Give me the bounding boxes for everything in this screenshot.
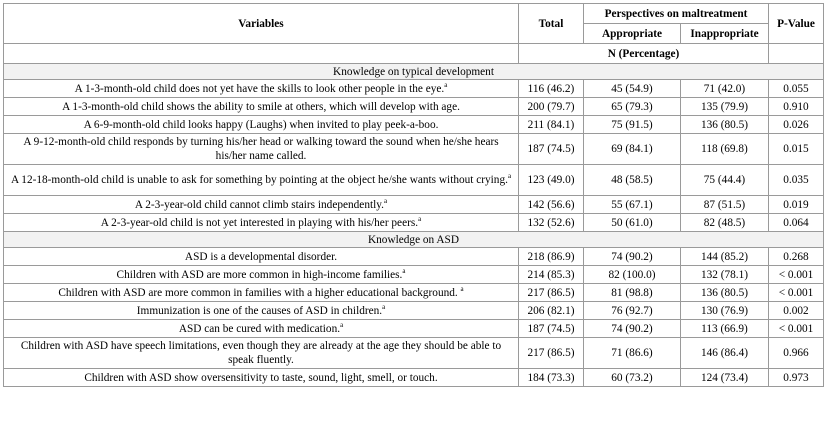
inappropriate-cell: 82 (48.5) xyxy=(681,214,769,232)
variable-cell xyxy=(4,134,519,165)
table-row xyxy=(4,134,824,165)
section-title: Knowledge on ASD xyxy=(4,232,824,248)
inappropriate-cell: 146 (86.4) xyxy=(681,338,769,369)
footnote-marker: a xyxy=(507,172,512,181)
total-cell: 218 (86.9) xyxy=(519,248,584,266)
inappropriate-cell: 87 (51.5) xyxy=(681,196,769,214)
total-cell: 200 (79.7) xyxy=(519,98,584,116)
pvalue-cell: 0.026 xyxy=(769,116,824,134)
variable-cell xyxy=(4,165,519,196)
table-row xyxy=(4,320,824,338)
variable-text: ASD can be cured with medication. xyxy=(178,322,341,335)
table-row xyxy=(4,165,824,196)
pvalue-header: P-Value xyxy=(769,4,824,44)
variable-text: A 1-3-month-old child shows the ability to smile at others, which will develop with age. xyxy=(62,100,460,113)
pvalue-cell: 0.064 xyxy=(769,214,824,232)
variable-cell xyxy=(4,284,519,302)
table-row xyxy=(4,302,824,320)
variable-text: A 9-12-month-old child responds by turning his/her head or walking toward the sound when he/she hears his/her name called. xyxy=(23,136,499,162)
total-cell: 211 (84.1) xyxy=(519,116,584,134)
inappropriate-cell: 124 (73.4) xyxy=(681,369,769,387)
inappropriate-cell: 135 (79.9) xyxy=(681,98,769,116)
pvalue-cell: 0.966 xyxy=(769,338,824,369)
table-row xyxy=(4,214,824,232)
inappropriate-cell: 113 (66.9) xyxy=(681,320,769,338)
variable-cell xyxy=(4,214,519,232)
inappropriate-header: Inappropriate xyxy=(681,24,769,44)
variables-header-spacer xyxy=(4,44,519,64)
variable-cell xyxy=(4,338,519,369)
total-cell: 214 (85.3) xyxy=(519,266,584,284)
total-cell: 142 (56.6) xyxy=(519,196,584,214)
variable-text: A 2-3-year-old child is not yet interested in playing with his/her peers. xyxy=(100,216,419,229)
total-cell: 184 (73.3) xyxy=(519,369,584,387)
variable-cell xyxy=(4,320,519,338)
results-table xyxy=(3,3,824,387)
variable-cell xyxy=(4,80,519,98)
footnote-marker: a xyxy=(382,302,386,311)
inappropriate-cell: 144 (85.2) xyxy=(681,248,769,266)
variable-text: Children with ASD are more common in families with a higher educational background. xyxy=(58,286,461,299)
inappropriate-cell: 130 (76.9) xyxy=(681,302,769,320)
appropriate-cell: 45 (54.9) xyxy=(584,80,681,98)
variable-cell xyxy=(4,196,519,214)
table-row xyxy=(4,116,824,134)
pvalue-cell: 0.055 xyxy=(769,80,824,98)
pvalue-header-spacer xyxy=(769,44,824,64)
total-cell: 187 (74.5) xyxy=(519,320,584,338)
appropriate-cell: 82 (100.0) xyxy=(584,266,681,284)
total-cell: 217 (86.5) xyxy=(519,338,584,369)
table-body xyxy=(4,64,824,387)
appropriate-cell: 48 (58.5) xyxy=(584,165,681,196)
footnote-marker: a xyxy=(402,266,406,275)
table-row xyxy=(4,369,824,387)
table-row xyxy=(4,266,824,284)
total-cell: 187 (74.5) xyxy=(519,134,584,165)
appropriate-cell: 71 (86.6) xyxy=(584,338,681,369)
footnote-marker: a xyxy=(444,80,448,89)
table-row xyxy=(4,98,824,116)
total-header: Total xyxy=(519,4,584,44)
inappropriate-cell: 132 (78.1) xyxy=(681,266,769,284)
total-cell: 217 (86.5) xyxy=(519,284,584,302)
variable-cell xyxy=(4,98,519,116)
total-cell: 116 (46.2) xyxy=(519,80,584,98)
inappropriate-cell: 75 (44.4) xyxy=(681,165,769,196)
pvalue-cell: < 0.001 xyxy=(769,284,824,302)
variable-cell xyxy=(4,369,519,387)
inappropriate-cell: 118 (69.8) xyxy=(681,134,769,165)
inappropriate-cell: 71 (42.0) xyxy=(681,80,769,98)
table-row xyxy=(4,338,824,369)
footnote-marker: a xyxy=(383,196,388,205)
total-cell: 123 (49.0) xyxy=(519,165,584,196)
pvalue-cell: 0.015 xyxy=(769,134,824,165)
appropriate-cell: 55 (67.1) xyxy=(584,196,681,214)
inappropriate-cell: 136 (80.5) xyxy=(681,116,769,134)
pvalue-cell: 0.910 xyxy=(769,98,824,116)
appropriate-cell: 60 (73.2) xyxy=(584,369,681,387)
appropriate-cell: 50 (61.0) xyxy=(584,214,681,232)
inappropriate-cell: 136 (80.5) xyxy=(681,284,769,302)
table-header xyxy=(4,4,824,64)
total-cell: 132 (52.6) xyxy=(519,214,584,232)
total-cell: 206 (82.1) xyxy=(519,302,584,320)
appropriate-cell: 74 (90.2) xyxy=(584,320,681,338)
variable-text: Children with ASD have speech limitations, even though they are already at the age they should be able to speak fluently. xyxy=(20,340,502,366)
pvalue-cell: 0.002 xyxy=(769,302,824,320)
unit-header: N (Percentage) xyxy=(519,44,769,64)
table-row xyxy=(4,80,824,98)
footnote-marker: a xyxy=(460,284,464,293)
appropriate-header: Appropriate xyxy=(584,24,681,44)
variable-cell xyxy=(4,248,519,266)
pvalue-cell: 0.268 xyxy=(769,248,824,266)
variable-cell xyxy=(4,302,519,320)
variables-header: Variables xyxy=(4,4,519,44)
variable-text: A 2-3-year-old child cannot climb stairs independently. xyxy=(134,198,384,211)
table-row xyxy=(4,284,824,302)
appropriate-cell: 75 (91.5) xyxy=(584,116,681,134)
section-title: Knowledge on typical development xyxy=(4,64,824,80)
variable-cell xyxy=(4,116,519,134)
table-row xyxy=(4,196,824,214)
appropriate-cell: 69 (84.1) xyxy=(584,134,681,165)
pvalue-cell: < 0.001 xyxy=(769,320,824,338)
perspectives-header: Perspectives on maltreatment xyxy=(584,4,769,24)
pvalue-cell: < 0.001 xyxy=(769,266,824,284)
variable-text: A 12-18-month-old child is unable to ask for something by pointing at the object he/she wants without crying. xyxy=(10,174,508,186)
variable-text: A 1-3-month-old child does not yet have the skills to look other people in the eye. xyxy=(74,82,445,95)
variable-cell xyxy=(4,266,519,284)
section-header-row xyxy=(4,64,824,80)
variable-text: A 6-9-month-old child looks happy (Laughs) when invited to play peek-a-boo. xyxy=(83,118,439,131)
section-header-row xyxy=(4,232,824,248)
pvalue-cell: 0.035 xyxy=(769,165,824,196)
variable-text: Children with ASD show oversensitivity to taste, sound, light, smell, or touch. xyxy=(84,371,438,384)
variable-text: Children with ASD are more common in high-income families. xyxy=(116,268,403,281)
table-row xyxy=(4,248,824,266)
appropriate-cell: 81 (98.8) xyxy=(584,284,681,302)
footnote-marker: a xyxy=(418,214,422,223)
pvalue-cell: 0.973 xyxy=(769,369,824,387)
appropriate-cell: 76 (92.7) xyxy=(584,302,681,320)
pvalue-cell: 0.019 xyxy=(769,196,824,214)
appropriate-cell: 65 (79.3) xyxy=(584,98,681,116)
variable-text: ASD is a developmental disorder. xyxy=(184,250,338,263)
appropriate-cell: 74 (90.2) xyxy=(584,248,681,266)
footnote-marker: a xyxy=(340,320,344,329)
variable-text: Immunization is one of the causes of ASD in children. xyxy=(136,304,383,317)
